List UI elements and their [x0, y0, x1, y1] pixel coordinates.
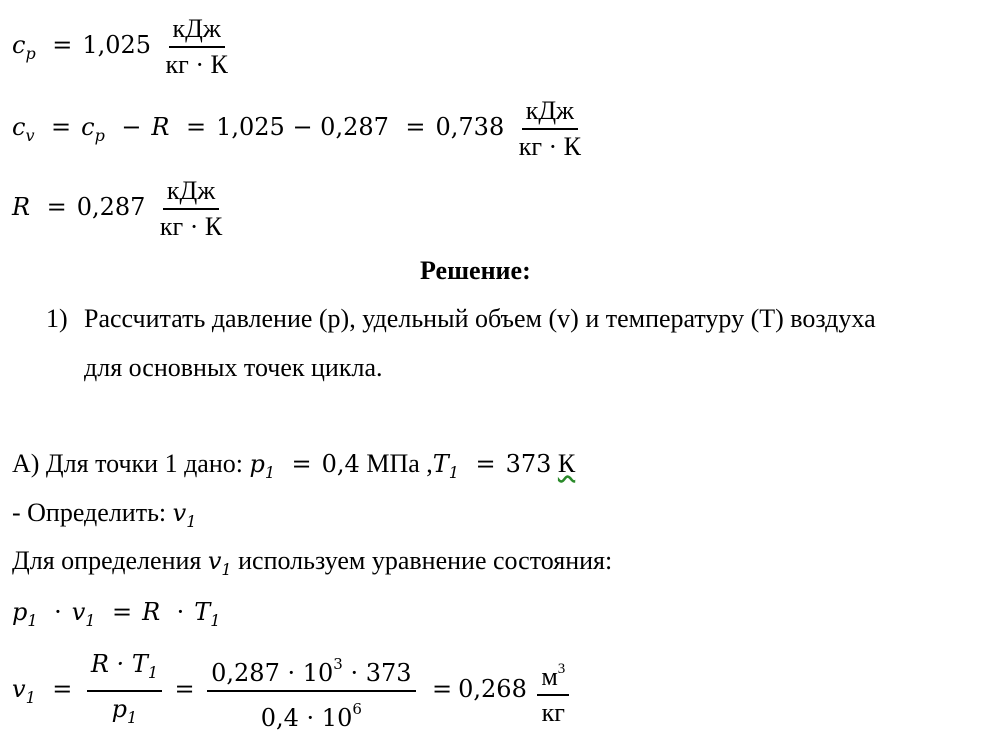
- r-symbol: R: [12, 192, 31, 221]
- cv-unit: [515, 96, 585, 162]
- p-value: 0,4: [321, 450, 360, 478]
- equals-sign: =: [51, 112, 72, 141]
- r-symbol: R: [151, 112, 170, 141]
- dot-operator: ·: [176, 598, 185, 626]
- t-symbol: T: [432, 450, 449, 478]
- cp-symbol: c: [12, 30, 26, 59]
- equals-sign: =: [52, 674, 73, 703]
- equals-sign: =: [405, 112, 426, 141]
- p-symbol: p: [12, 598, 28, 626]
- unit-numerator: кДж: [169, 14, 225, 48]
- cv-subscript: v: [25, 125, 35, 145]
- numerator-exponent: 3: [333, 655, 343, 673]
- equals-sign: =: [52, 30, 73, 59]
- point-a-prefix: А) Для точки 1 дано:: [12, 449, 250, 478]
- separator: ,: [426, 449, 433, 478]
- cp-value: 1,025: [82, 30, 152, 59]
- v-symbol: v: [207, 547, 222, 575]
- p-subscript: 1: [27, 611, 38, 630]
- cv-symbol: c: [12, 112, 26, 141]
- cp-subscript: p: [94, 125, 105, 145]
- equation-cv: [12, 96, 589, 162]
- fraction-numerator: [87, 649, 162, 692]
- denominator-text: p: [111, 695, 128, 723]
- numerator-text: 0,287 · 10: [211, 659, 334, 687]
- equals-sign: =: [111, 598, 133, 626]
- usage-before: Для определения: [12, 546, 208, 575]
- v1-value: 0,268: [458, 674, 527, 703]
- t-unit: К: [557, 449, 576, 478]
- v1-unit: [537, 654, 569, 728]
- unit-denominator: кг · К: [518, 132, 582, 161]
- define-prefix: - Определить:: [12, 498, 173, 527]
- unit-exponent: 3: [557, 661, 566, 677]
- unit-text: м: [541, 662, 558, 691]
- t-value: 373: [505, 450, 552, 478]
- r-unit: [156, 176, 226, 242]
- unit-denominator: кг: [541, 698, 565, 727]
- list-item-line-2: для основных точек цикла.: [84, 353, 383, 382]
- unit-denominator: кг · К: [159, 212, 223, 241]
- list-item-line-1: Рассчитать давление (р), удельный объем (v) и температуру (Т) воздуха: [84, 304, 876, 333]
- solution-heading: Решение:: [420, 256, 531, 285]
- numerator-tail: · 373: [342, 659, 412, 687]
- unit-numerator: [537, 654, 569, 696]
- numerator-subscript: 1: [147, 663, 159, 682]
- fraction-numerator: [207, 649, 415, 692]
- dot-operator: ·: [54, 598, 62, 626]
- equals-sign: =: [174, 674, 195, 703]
- state-equation: [12, 596, 220, 637]
- v-subscript: 1: [221, 560, 232, 579]
- denominator-exponent: 6: [352, 700, 362, 718]
- v-subscript: 1: [25, 687, 36, 707]
- t-subscript: 1: [448, 463, 459, 482]
- cv-expression: 1,025 − 0,287: [216, 112, 389, 141]
- v-symbol: v: [12, 674, 26, 703]
- v-symbol: v: [71, 598, 86, 626]
- p-unit: МПа: [366, 449, 420, 478]
- r-value: 0,287: [76, 192, 146, 221]
- usage-line: [12, 545, 612, 586]
- minus-sign: −: [121, 112, 142, 141]
- denominator-subscript: 1: [127, 708, 138, 727]
- t-subscript: 1: [210, 611, 221, 630]
- v1-calculation: [12, 649, 573, 733]
- unit-numerator: кДж: [522, 96, 578, 130]
- r-symbol: R: [142, 598, 161, 626]
- unit-numerator: кДж: [163, 176, 219, 210]
- equals-sign: =: [186, 112, 207, 141]
- v-subscript: 1: [186, 512, 197, 531]
- unit-denominator: кг · К: [165, 50, 228, 79]
- usage-after: используем уравнение состояния:: [231, 546, 613, 575]
- cp-subscript: p: [25, 43, 36, 63]
- equals-sign: =: [475, 450, 496, 478]
- cp-unit: [162, 14, 232, 80]
- v-symbol: v: [172, 499, 187, 527]
- equals-sign: =: [432, 674, 453, 703]
- p-subscript: 1: [264, 463, 276, 482]
- equals-sign: =: [46, 192, 67, 221]
- equation-r: [12, 176, 230, 242]
- equals-sign: =: [291, 450, 312, 478]
- p-symbol: p: [249, 450, 265, 478]
- point-a-given: [12, 448, 575, 489]
- denominator-text: 0,4 · 10: [260, 704, 353, 732]
- define-line: [12, 497, 196, 538]
- cv-value: 0,738: [435, 112, 505, 141]
- numerator-text: R · T: [90, 650, 148, 678]
- list-item-number: 1): [46, 304, 68, 333]
- fraction-numeric: [207, 649, 415, 733]
- equation-cp: [12, 14, 236, 80]
- fraction-symbolic: [87, 649, 162, 733]
- cp-symbol: c: [81, 112, 95, 141]
- v-subscript: 1: [85, 611, 96, 630]
- t-symbol: T: [194, 598, 211, 626]
